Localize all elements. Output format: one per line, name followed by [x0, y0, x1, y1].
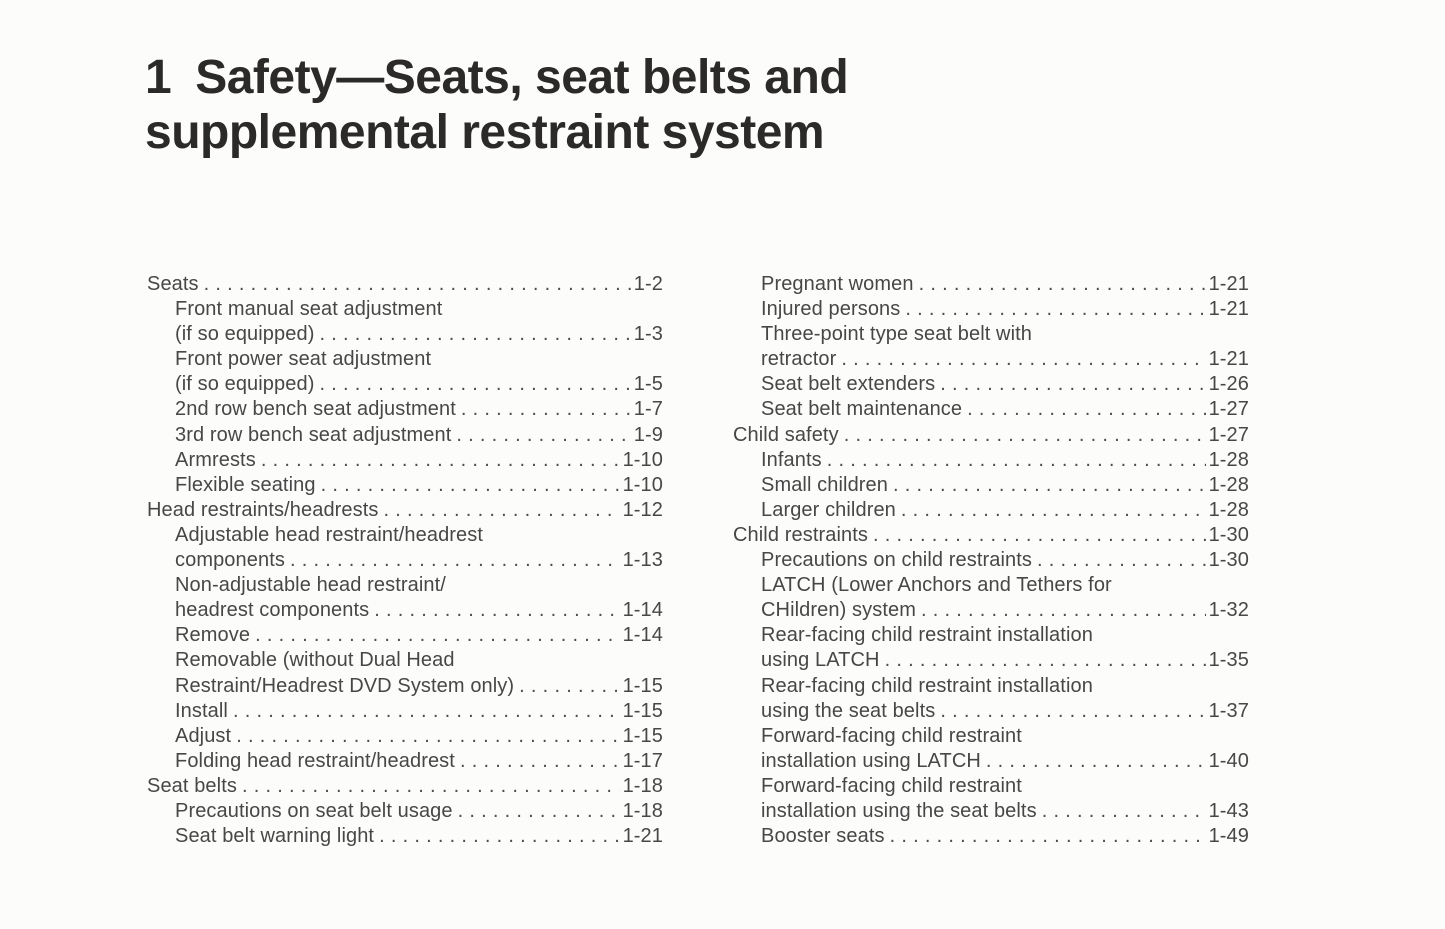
toc-entry: [733, 272, 1249, 297]
dot-leader: [921, 598, 1206, 623]
toc-entry-line: [175, 423, 663, 448]
dot-leader: [461, 397, 631, 422]
toc-page-number: 1-49: [1208, 825, 1249, 848]
toc-entry: [147, 473, 663, 498]
toc-entry-label: components: [175, 549, 285, 572]
toc-entry: [733, 623, 1249, 673]
toc-entry-line: [761, 448, 1249, 473]
toc-entry-label: Booster seats: [761, 825, 885, 848]
toc-entry: [147, 423, 663, 448]
toc-entry-line: [175, 297, 663, 322]
toc-entry-label: Flexible seating: [175, 473, 316, 496]
toc-page-number: 1-43: [1208, 799, 1249, 822]
toc-entry-label: Seat belts: [147, 774, 237, 797]
toc-entry-line: [733, 423, 1249, 448]
toc-page-number: 1-40: [1208, 749, 1249, 772]
toc-entry: [147, 448, 663, 473]
toc-entry-label: CHildren) system: [761, 599, 916, 622]
dot-leader: [844, 423, 1206, 448]
toc-entry-label: Adjust: [175, 724, 232, 747]
dot-leader: [242, 774, 620, 799]
toc-entry-line: [147, 272, 663, 297]
page-title: [145, 50, 1045, 160]
toc-page-number: 1-3: [633, 323, 663, 346]
toc-entry: [733, 774, 1249, 824]
toc-entry-label: using LATCH: [761, 649, 880, 672]
toc-entry-line: [175, 372, 663, 397]
toc-entry-label: using the seat belts: [761, 699, 936, 722]
toc-page-number: 1-18: [622, 799, 663, 822]
dot-leader: [1037, 548, 1206, 573]
toc-entry: [733, 372, 1249, 397]
toc-entry-label: Seat belt extenders: [761, 373, 936, 396]
toc-entry: [147, 297, 663, 347]
toc-entry-label: 3rd row bench seat adjustment: [175, 423, 452, 446]
toc-entry-label: Adjustable head restraint/headrest: [175, 523, 484, 546]
toc-page-number: 1-27: [1208, 398, 1249, 421]
toc-entry: [147, 623, 663, 648]
toc-entry: [733, 548, 1249, 573]
dot-leader: [967, 397, 1205, 422]
toc-entry-label: Folding head restraint/headrest: [175, 749, 455, 772]
toc-entry: [733, 322, 1249, 372]
dot-leader: [827, 448, 1206, 473]
toc-page-number: 1-10: [622, 473, 663, 496]
toc-entry-line: [175, 523, 663, 548]
toc-entry-label: installation using LATCH: [761, 749, 981, 772]
toc-right-column: [733, 272, 1249, 849]
toc-entry-label: Precautions on child restraints: [761, 549, 1033, 572]
toc-page-number: 1-26: [1208, 373, 1249, 396]
toc-page-number: 1-15: [622, 674, 663, 697]
toc-entry-label: retractor: [761, 348, 837, 371]
dot-leader: [384, 498, 620, 523]
toc-entry-label: Precautions on seat belt usage: [175, 799, 453, 822]
dot-leader: [890, 824, 1206, 849]
toc-entry-line: [761, 749, 1249, 774]
toc-entry-label: Removable (without Dual Head: [175, 649, 455, 672]
toc-entry-label: Seat belt warning light: [175, 825, 375, 848]
dot-leader: [873, 523, 1206, 548]
toc-left-column: [147, 272, 663, 849]
toc-entry: [147, 397, 663, 422]
toc-entry-label: (if so equipped): [175, 373, 315, 396]
toc-page-number: 1-18: [622, 774, 663, 797]
toc-entry-line: [175, 724, 663, 749]
toc-entry-line: [761, 598, 1249, 623]
toc-entry: [147, 699, 663, 724]
toc-entry-label: Install: [175, 699, 228, 722]
dot-leader: [919, 272, 1206, 297]
toc-entry-label: Infants: [761, 448, 822, 471]
toc-page-number: 1-27: [1208, 423, 1249, 446]
toc-entry-line: [761, 297, 1249, 322]
toc-entry-line: [175, 824, 663, 849]
toc-entry-line: [175, 674, 663, 699]
toc-entry-line: [175, 347, 663, 372]
toc-page-number: 1-32: [1208, 599, 1249, 622]
page-title-line: [145, 50, 1045, 105]
toc-page-number: 1-21: [622, 825, 663, 848]
toc-entry: [147, 824, 663, 849]
toc-entry-line: [761, 272, 1249, 297]
toc-entry-label: Front manual seat adjustment: [175, 298, 443, 321]
toc-entry-line: [761, 724, 1249, 749]
toc-entry-label: Front power seat adjustment: [175, 348, 432, 371]
toc-entry-label: Armrests: [175, 448, 256, 471]
toc-entry-label: Rear-facing child restraint installation: [761, 624, 1093, 647]
dot-leader: [458, 799, 620, 824]
toc-entry-label: Larger children: [761, 498, 896, 521]
toc-entry: [733, 498, 1249, 523]
dot-leader: [233, 699, 620, 724]
toc-page-number: 1-14: [622, 624, 663, 647]
toc-entry-label: 2nd row bench seat adjustment: [175, 398, 456, 421]
toc-entry-line: [175, 749, 663, 774]
toc-page-number: 1-21: [1208, 348, 1249, 371]
toc-entry-line: [147, 498, 663, 523]
dot-leader: [905, 297, 1205, 322]
toc-entry: [147, 523, 663, 573]
chapter-number: 1: [145, 51, 172, 104]
dot-leader: [460, 749, 620, 774]
toc-entry-line: [147, 774, 663, 799]
page-title-text: supplemental restraint system: [145, 106, 825, 159]
toc-entry-label: installation using the seat belts: [761, 799, 1037, 822]
dot-leader: [374, 598, 619, 623]
toc-entry-line: [761, 473, 1249, 498]
toc-entry-label: Seats: [147, 273, 199, 295]
toc-entry-label: Seat belt maintenance: [761, 398, 963, 421]
toc-entry: [733, 824, 1249, 849]
dot-leader: [940, 699, 1205, 724]
toc-entry-label: Forward-facing child restraint: [761, 724, 1022, 747]
toc-entry: [147, 749, 663, 774]
dot-leader: [1042, 799, 1206, 824]
toc-entry-line: [175, 699, 663, 724]
toc-entry-label: Forward-facing child restraint: [761, 774, 1022, 797]
toc-entry-label: Restraint/Headrest DVD System only): [175, 674, 515, 697]
toc-entry-label: Rear-facing child restraint installation: [761, 674, 1093, 697]
toc-entry: [733, 724, 1249, 774]
page-title-line: [145, 105, 1045, 160]
toc-entry-label: headrest components: [175, 599, 370, 622]
page-title-text: Safety—Seats, seat belts and: [195, 51, 849, 104]
toc-page-number: 1-2: [633, 273, 663, 295]
dot-leader: [893, 473, 1206, 498]
dot-leader: [901, 498, 1206, 523]
dot-leader: [319, 372, 630, 397]
toc-entry: [733, 423, 1249, 448]
dot-leader: [290, 548, 620, 573]
toc-entry: [147, 573, 663, 623]
toc-entry: [147, 347, 663, 397]
toc-page-number: 1-30: [1208, 549, 1249, 572]
toc-entry-line: [175, 448, 663, 473]
toc-entry: [147, 799, 663, 824]
toc-entry-line: [175, 573, 663, 598]
dot-leader: [379, 824, 619, 849]
toc-entry: [147, 648, 663, 698]
toc-page-number: 1-28: [1208, 498, 1249, 521]
dot-leader: [236, 724, 619, 749]
toc-entry-line: [761, 322, 1249, 347]
toc-entry-line: [175, 473, 663, 498]
toc-entry-label: Small children: [761, 473, 889, 496]
toc-entry: [733, 297, 1249, 322]
dot-leader: [885, 648, 1206, 673]
toc-entry-line: [761, 548, 1249, 573]
toc-page-number: 1-17: [622, 749, 663, 772]
toc-entry-label: LATCH (Lower Anchors and Tethers for: [761, 574, 1112, 597]
toc-entry-line: [761, 397, 1249, 422]
toc-entry-line: [761, 699, 1249, 724]
toc-entry-label: Non-adjustable head restraint/: [175, 574, 446, 597]
toc-page-number: 1-15: [622, 699, 663, 722]
toc-entry-line: [761, 372, 1249, 397]
toc-entry-label: Head restraints/headrests: [147, 498, 379, 521]
toc-entry-label: Remove: [175, 624, 251, 647]
toc-entry-line: [733, 523, 1249, 548]
toc-entry-line: [761, 498, 1249, 523]
toc-page-number: 1-10: [622, 448, 663, 471]
toc-entry-line: [175, 799, 663, 824]
toc-page-number: 1-35: [1208, 649, 1249, 672]
dot-leader: [940, 372, 1205, 397]
toc-entry-line: [175, 397, 663, 422]
toc-page-number: 1-5: [633, 373, 663, 396]
toc-entry-line: [761, 674, 1249, 699]
toc-page-number: 1-15: [622, 724, 663, 747]
toc-page-number: 1-14: [622, 599, 663, 622]
toc-entry-line: [761, 648, 1249, 673]
toc-page-number: 1-28: [1208, 448, 1249, 471]
toc-entry: [733, 397, 1249, 422]
toc-entry-line: [761, 623, 1249, 648]
toc-page-number: 1-21: [1208, 273, 1249, 295]
toc-page-number: 1-37: [1208, 699, 1249, 722]
toc-entry-line: [175, 598, 663, 623]
toc-entry: [733, 448, 1249, 473]
toc-page-number: 1-7: [633, 398, 663, 421]
dot-leader: [321, 473, 620, 498]
toc-entry-line: [175, 322, 663, 347]
dot-leader: [456, 423, 630, 448]
dot-leader: [319, 322, 630, 347]
toc-entry-line: [761, 347, 1249, 372]
toc-entry-label: Pregnant women: [761, 273, 914, 295]
dot-leader: [519, 674, 619, 699]
toc-entry-label: Three-point type seat belt with: [761, 323, 1033, 346]
toc-entry: [147, 498, 663, 523]
dot-leader: [204, 272, 631, 297]
toc-entry-label: Injured persons: [761, 298, 901, 321]
toc-entry: [733, 473, 1249, 498]
dot-leader: [986, 749, 1206, 774]
toc-entry-line: [175, 548, 663, 573]
toc-entry: [147, 272, 663, 297]
toc-entry: [147, 724, 663, 749]
toc-entry: [147, 774, 663, 799]
toc-entry: [733, 674, 1249, 724]
toc-entry: [733, 523, 1249, 548]
dot-leader: [255, 623, 619, 648]
toc-page-number: 1-12: [622, 498, 663, 521]
toc-entry-line: [175, 648, 663, 673]
toc-page-number: 1-30: [1208, 523, 1249, 546]
toc-entry-label: Child restraints: [733, 523, 868, 546]
toc-page-number: 1-28: [1208, 473, 1249, 496]
toc-entry-line: [761, 573, 1249, 598]
toc-entry-label: (if so equipped): [175, 323, 315, 346]
toc-entry-line: [175, 623, 663, 648]
toc-page-number: 1-9: [633, 423, 663, 446]
dot-leader: [261, 448, 620, 473]
toc-entry-line: [761, 774, 1249, 799]
toc-entry-line: [761, 824, 1249, 849]
toc-entry-line: [761, 799, 1249, 824]
toc-entry: [733, 573, 1249, 623]
toc-entry-label: Child safety: [733, 423, 839, 446]
toc-page-number: 1-21: [1208, 298, 1249, 321]
toc-page-number: 1-13: [622, 549, 663, 572]
dot-leader: [841, 347, 1205, 372]
